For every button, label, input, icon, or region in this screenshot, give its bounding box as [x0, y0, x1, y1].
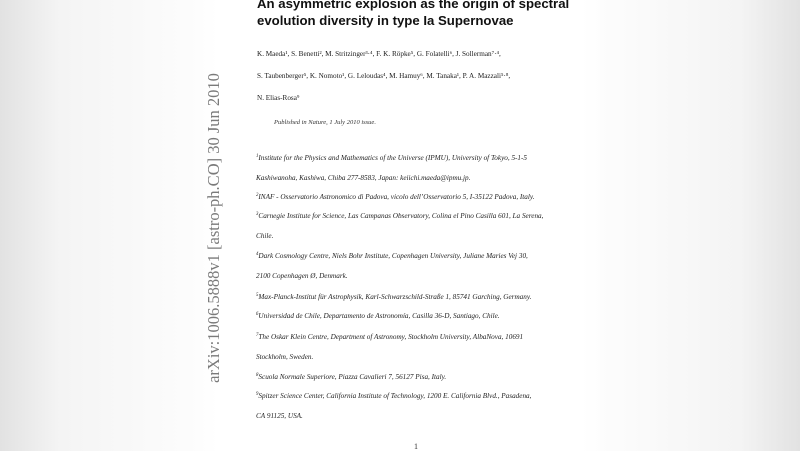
affiliation-text: The Oskar Klein Centre, Department of Astronomy, Stockholm University, AlbaNova, 10691: [258, 333, 524, 341]
affiliation-number: 7: [256, 333, 259, 338]
affiliation-text: Carnegie Institute for Science, Las Campanas Observatory, Colina el Pino Casilla 601, La Serena,: [258, 212, 544, 220]
affiliation-8: [256, 367, 582, 387]
affiliation-number: 3: [256, 212, 259, 217]
affiliation-4: [256, 246, 582, 286]
affiliation-3: [256, 206, 582, 246]
affiliation-text: Institute for the Physics and Mathematics of the Universe (IPMU), University of Tokyo, 5-1-5: [258, 154, 528, 162]
affiliation-number: 9: [256, 392, 259, 397]
affiliation-text: Scuola Normale Superiore, Piazza Cavalieri 7, 56127 Pisa, Italy.: [258, 373, 447, 381]
affiliation-6: [256, 306, 582, 326]
affiliation-number: 2: [256, 193, 259, 198]
affiliation-text: INAF - Osservatorio Astronomico di Padova, vicolo dell’Osservatorio 5, I-35122 Padova, Italy.: [258, 193, 535, 201]
author-line: K. Maeda¹, S. Benetti², M. Stritzinger³·⁴, F. K. Röpke⁵, G. Folatelli⁶, J. Sollerman⁷·⁴,: [257, 50, 501, 58]
affiliation-text: 2100 Copenhagen Ø, Denmark.: [256, 272, 348, 280]
publication-note: Published in Nature, 1 July 2010 issue.: [274, 119, 376, 126]
author-line: N. Elias-Rosa⁹: [257, 94, 300, 102]
affiliation-text: Max-Planck-Institut für Astrophysik, Karl-Schwarzschild-Straße 1, 85741 Garching, Germany.: [258, 293, 532, 301]
arxiv-stamp: arXiv:1006.5888v1 [astro-ph.CO] 30 Jun 2010: [204, 73, 223, 383]
affiliation-text: CA 91125, USA.: [256, 412, 303, 420]
affiliation-5: [256, 287, 582, 307]
affiliation-number: 6: [256, 312, 259, 317]
author-list: [257, 43, 587, 109]
affiliation-text: Kashiwanoha, Kashiwa, Chiba 277-8583, Japan: keiichi.maeda@ipmu.jp.: [256, 174, 471, 182]
affiliation-number: 1: [256, 154, 259, 159]
affiliation-7: [256, 327, 582, 367]
paper-title: An asymmetric explosion as the origin of spectral evolution diversity in type Ia Supernovae: [257, 0, 570, 28]
author-line: S. Taubenberger⁵, K. Nomoto¹, G. Leloudas⁴, M. Hamuy⁶, M. Tanaka¹, P. A. Mazzali⁵·⁸,: [257, 72, 511, 80]
affiliation-1: [256, 148, 582, 188]
affiliation-number: 4: [256, 252, 259, 257]
affiliation-2: [256, 187, 582, 207]
affiliation-number: 8: [256, 373, 259, 378]
page-number: 1: [414, 442, 418, 451]
affiliation-text: Stockholm, Sweden.: [256, 353, 314, 361]
affiliation-text: Dark Cosmology Centre, Niels Bohr Institute, Copenhagen University, Juliane Maries Vej 30,: [258, 252, 528, 260]
affiliation-text: Chile.: [256, 232, 274, 240]
affiliation-text: Spitzer Science Center, California Institute of Technology, 1200 E. California Blvd., Pasadena,: [258, 392, 532, 400]
affiliation-number: 5: [256, 293, 259, 298]
affiliation-text: Universidad de Chile, Departamento de Astronomía, Casilla 36-D, Santiago, Chile.: [258, 312, 500, 320]
affiliation-9: [256, 386, 582, 426]
